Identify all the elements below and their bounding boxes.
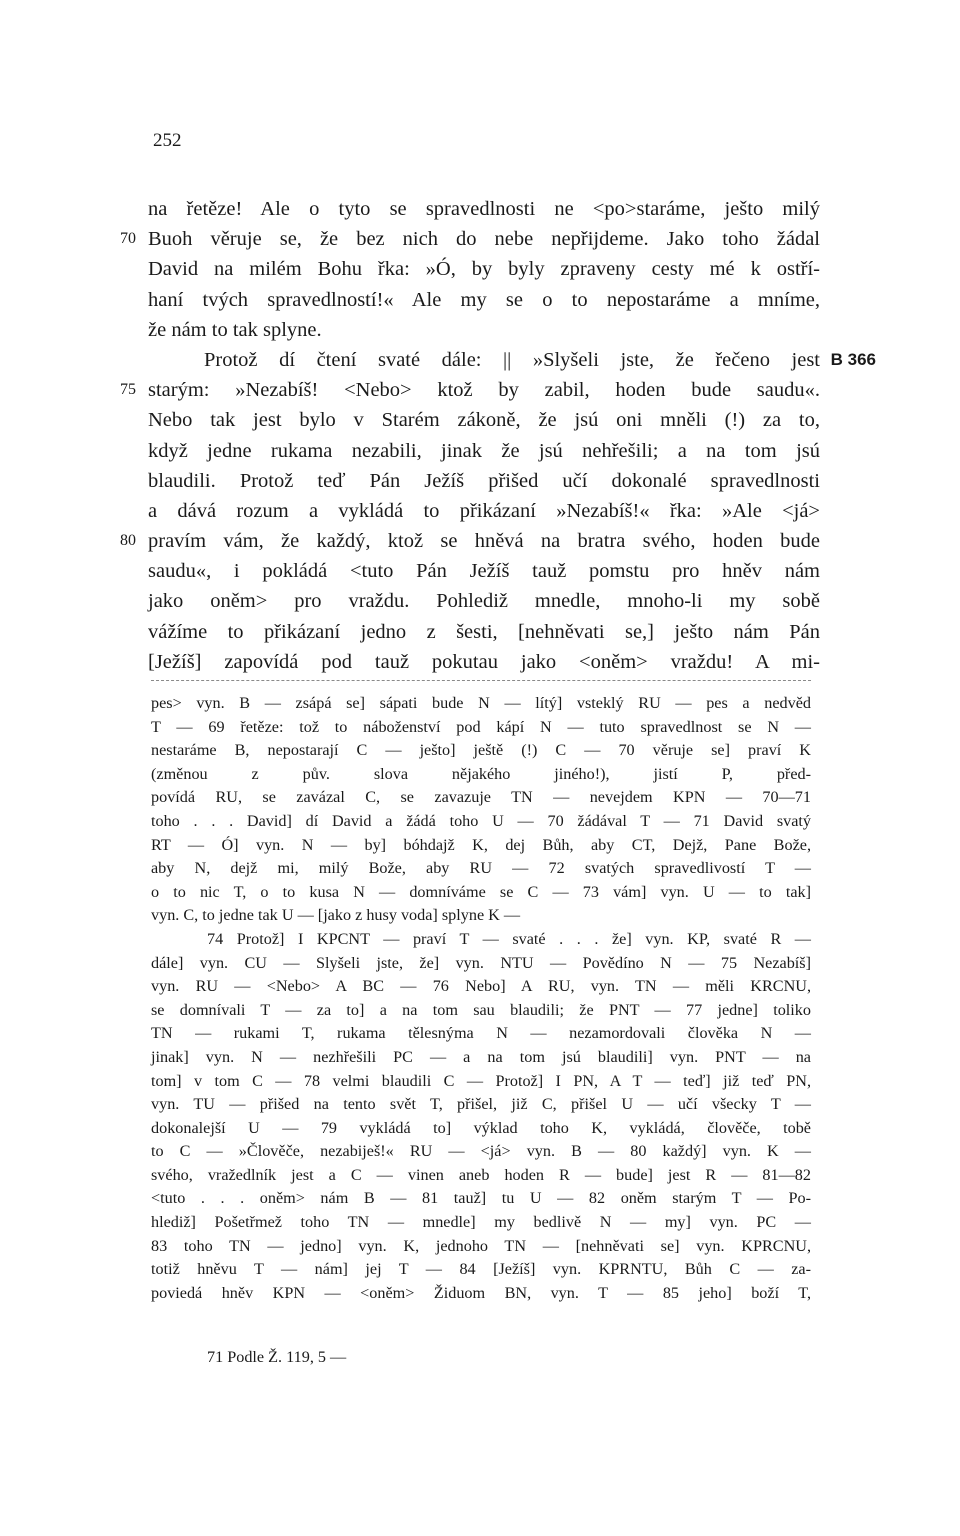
text-line xyxy=(148,194,820,224)
apparatus-line: o to nic T, o to kusa N — domníváme se C — 73 vám] vyn. U — to tak] xyxy=(151,882,811,901)
text-line xyxy=(120,224,820,254)
apparatus-line: jinak] vyn. N — nezhřešili PC — a na tom jsú blaudili] vyn. PNT — na xyxy=(151,1047,811,1066)
apparatus-line: to C — »Člověče, nezabiješ!« RU — <já> vyn. B — 80 každý] vyn. K — xyxy=(151,1142,811,1161)
line-number: 80 xyxy=(120,532,136,550)
text-line xyxy=(120,526,820,556)
apparatus-line: tom] v tom C — 78 velmi blaudili C — Protož] I PN, A T — teď] již teď PN, xyxy=(151,1071,811,1090)
text-line xyxy=(148,556,820,586)
apparatus-line: dokonalejší U — 79 vykládá to] výklad toho K, vykládá, člověče, tobě xyxy=(151,1118,811,1137)
apparatus-line: 74 Protož] I KPCNT — praví T — svaté . . . že] vyn. KP, svaté R — xyxy=(207,929,811,948)
line-text: haní tvých spravedlností!« Ale my se o to nepostaráme a mníme, xyxy=(148,288,820,311)
critical-apparatus xyxy=(151,692,811,1305)
apparatus-line: se domnívali T — za to] a na tom sau blaudili; že PNT — 77 jedne] toliko xyxy=(151,1000,811,1019)
text-line xyxy=(148,254,820,284)
line-text: a dává rozum a vykládá to přikázaní »Nezabíš!« řka: »Ale <já> xyxy=(148,499,820,522)
text-line xyxy=(148,466,820,496)
text-line xyxy=(148,586,820,616)
apparatus-line: povídá RU, se zavázal C, se zavazuje TN — nevejdem KPN — 70—71 xyxy=(151,788,811,807)
apparatus-line: <tuto . . . oněm> nám B — 81 tauž] tu U — 82 oněm starým T — Po- xyxy=(151,1189,811,1208)
margin-reference: B 366 xyxy=(830,349,876,369)
apparatus-line: aby N, dejž mi, milý Bože, aby RU — 72 svatých spravedlivostí T — xyxy=(151,859,811,878)
text-line xyxy=(148,617,820,647)
page-number: 252 xyxy=(153,130,182,151)
apparatus-line: dále] vyn. CU — Slyšeli jste, že] vyn. NTU — Povědíno N — 75 Nezabíš] xyxy=(151,953,811,972)
apparatus-line: totiž hněvu T — nám] jej T — 84 [Ježíš] vyn. KPRNTU, Bůh C — za- xyxy=(151,1260,811,1279)
apparatus-line: TN — rukami T, rukama tělesnýma N — nezamordovali člověka N — xyxy=(151,1024,811,1043)
line-text: Protož dí čtení svaté dále: || »Slyšeli jste, že řečeno jest xyxy=(204,348,820,371)
line-number: 75 xyxy=(120,381,136,399)
line-text: starým: »Nezabíš! <Nebo> ktož by zabil, hoden bude saudu«. xyxy=(148,379,820,402)
line-text: na řetěze! Ale o tyto se spravedlnosti ne <po>staráme, ješto milý xyxy=(148,198,820,220)
apparatus-separator xyxy=(151,680,811,681)
line-text: pravím vám, že každý, ktož se hněvá na bratra svého, hoden bude xyxy=(148,530,820,553)
text-line xyxy=(148,436,820,466)
apparatus-line: (změnou z pův. slova nějakého jiného!), jistí P, před- xyxy=(151,764,811,783)
text-line xyxy=(148,647,820,677)
line-text: že nám to tak splyne. xyxy=(148,318,322,341)
line-text: saudu«, i pokládá <tuto Pán Ježíš tauž pomstu pro hněv nám xyxy=(148,560,820,583)
apparatus-line: svého, vražedlník jest a C — vinen aneb hoden R — bude] jest R — 81—82 xyxy=(151,1165,811,1184)
line-text: když jedne rukama nezabili, jinak že jsú nehřešili; a na tom jsú xyxy=(148,439,820,462)
apparatus-line: vyn. TU — přišed na tento svět T, přišel, již C, přišel U — učí všecky T — xyxy=(151,1095,811,1114)
apparatus-line: 83 toho TN — jedno] vyn. K, jednoho TN — [nehněvati se] vyn. KPRCNU, xyxy=(151,1236,811,1255)
apparatus-line: poviedá hněv KPN — <oněm> Židuom BN, vyn. T — 85 jeho] boží T, xyxy=(151,1283,811,1302)
main-text xyxy=(120,194,876,677)
text-line xyxy=(148,285,820,315)
line-text: Buoh věruje se, že bez nich do nebe nepřijdeme. Jako toho žádal xyxy=(148,228,820,251)
apparatus-line: nestaráme B, nepostarají C — ješto] ještě (!) C — 70 věruje se] praví K xyxy=(151,741,811,760)
apparatus-line: toho . . . David] dí David a žádá toho U — 70 žádával T — 71 David svatý xyxy=(151,811,811,830)
apparatus-line: vyn. C, to jedne tak U — [jako z husy voda] splyne K — xyxy=(151,906,521,925)
apparatus-line: RT — Ó] vyn. N — by] bóhdajž K, dej Bůh, aby CT, Dejž, Pane Bože, xyxy=(151,835,811,854)
text-line xyxy=(148,405,820,435)
apparatus-line: vyn. RU — <Nebo> A BC — 76 Nebo] A RU, vyn. TN — měli KRCNU, xyxy=(151,977,811,996)
text-line xyxy=(148,345,876,375)
line-text: blaudili. Protož teď Pán Ježíš přišed učí dokonalé spravedlnosti xyxy=(148,469,820,492)
line-text: [Ježíš] zapovídá pod tauž pokutau jako <oněm> vraždu! A mi- xyxy=(148,650,820,673)
line-text: David na milém Bohu řka: »Ó, by byly zpraveny cesty mé k ostří- xyxy=(148,258,820,281)
line-text: Nebo tak jest bylo v Starém zákoně, že jsú oni mněli (!) za to, xyxy=(148,409,820,432)
text-line xyxy=(120,375,820,405)
line-number: 70 xyxy=(120,230,136,248)
footnote: 71 Podle Ž. 119, 5 — xyxy=(207,1348,347,1366)
text-line xyxy=(148,315,820,345)
apparatus-line: T — 69 řetěze: tož to náboženství pod kápí N — tuto spravedlnost se N — xyxy=(151,717,811,736)
line-text: vážíme to přikázaní jedno z šesti, [nehněvati se,] ješto nám Pán xyxy=(148,620,820,643)
text-line xyxy=(148,496,820,526)
apparatus-line: pes> vyn. B — zsápá se] sápati bude N — lítý] vsteklý RU — pes a nedvěd xyxy=(151,694,811,712)
apparatus-line: hlediž] Pošetřmež toho TN — mnedle] my bedlivě N — my] vyn. PC — xyxy=(151,1213,811,1232)
line-text: jako oněm> pro vraždu. Pohlediž mnedle, mnoho-li my sobě xyxy=(148,590,820,613)
